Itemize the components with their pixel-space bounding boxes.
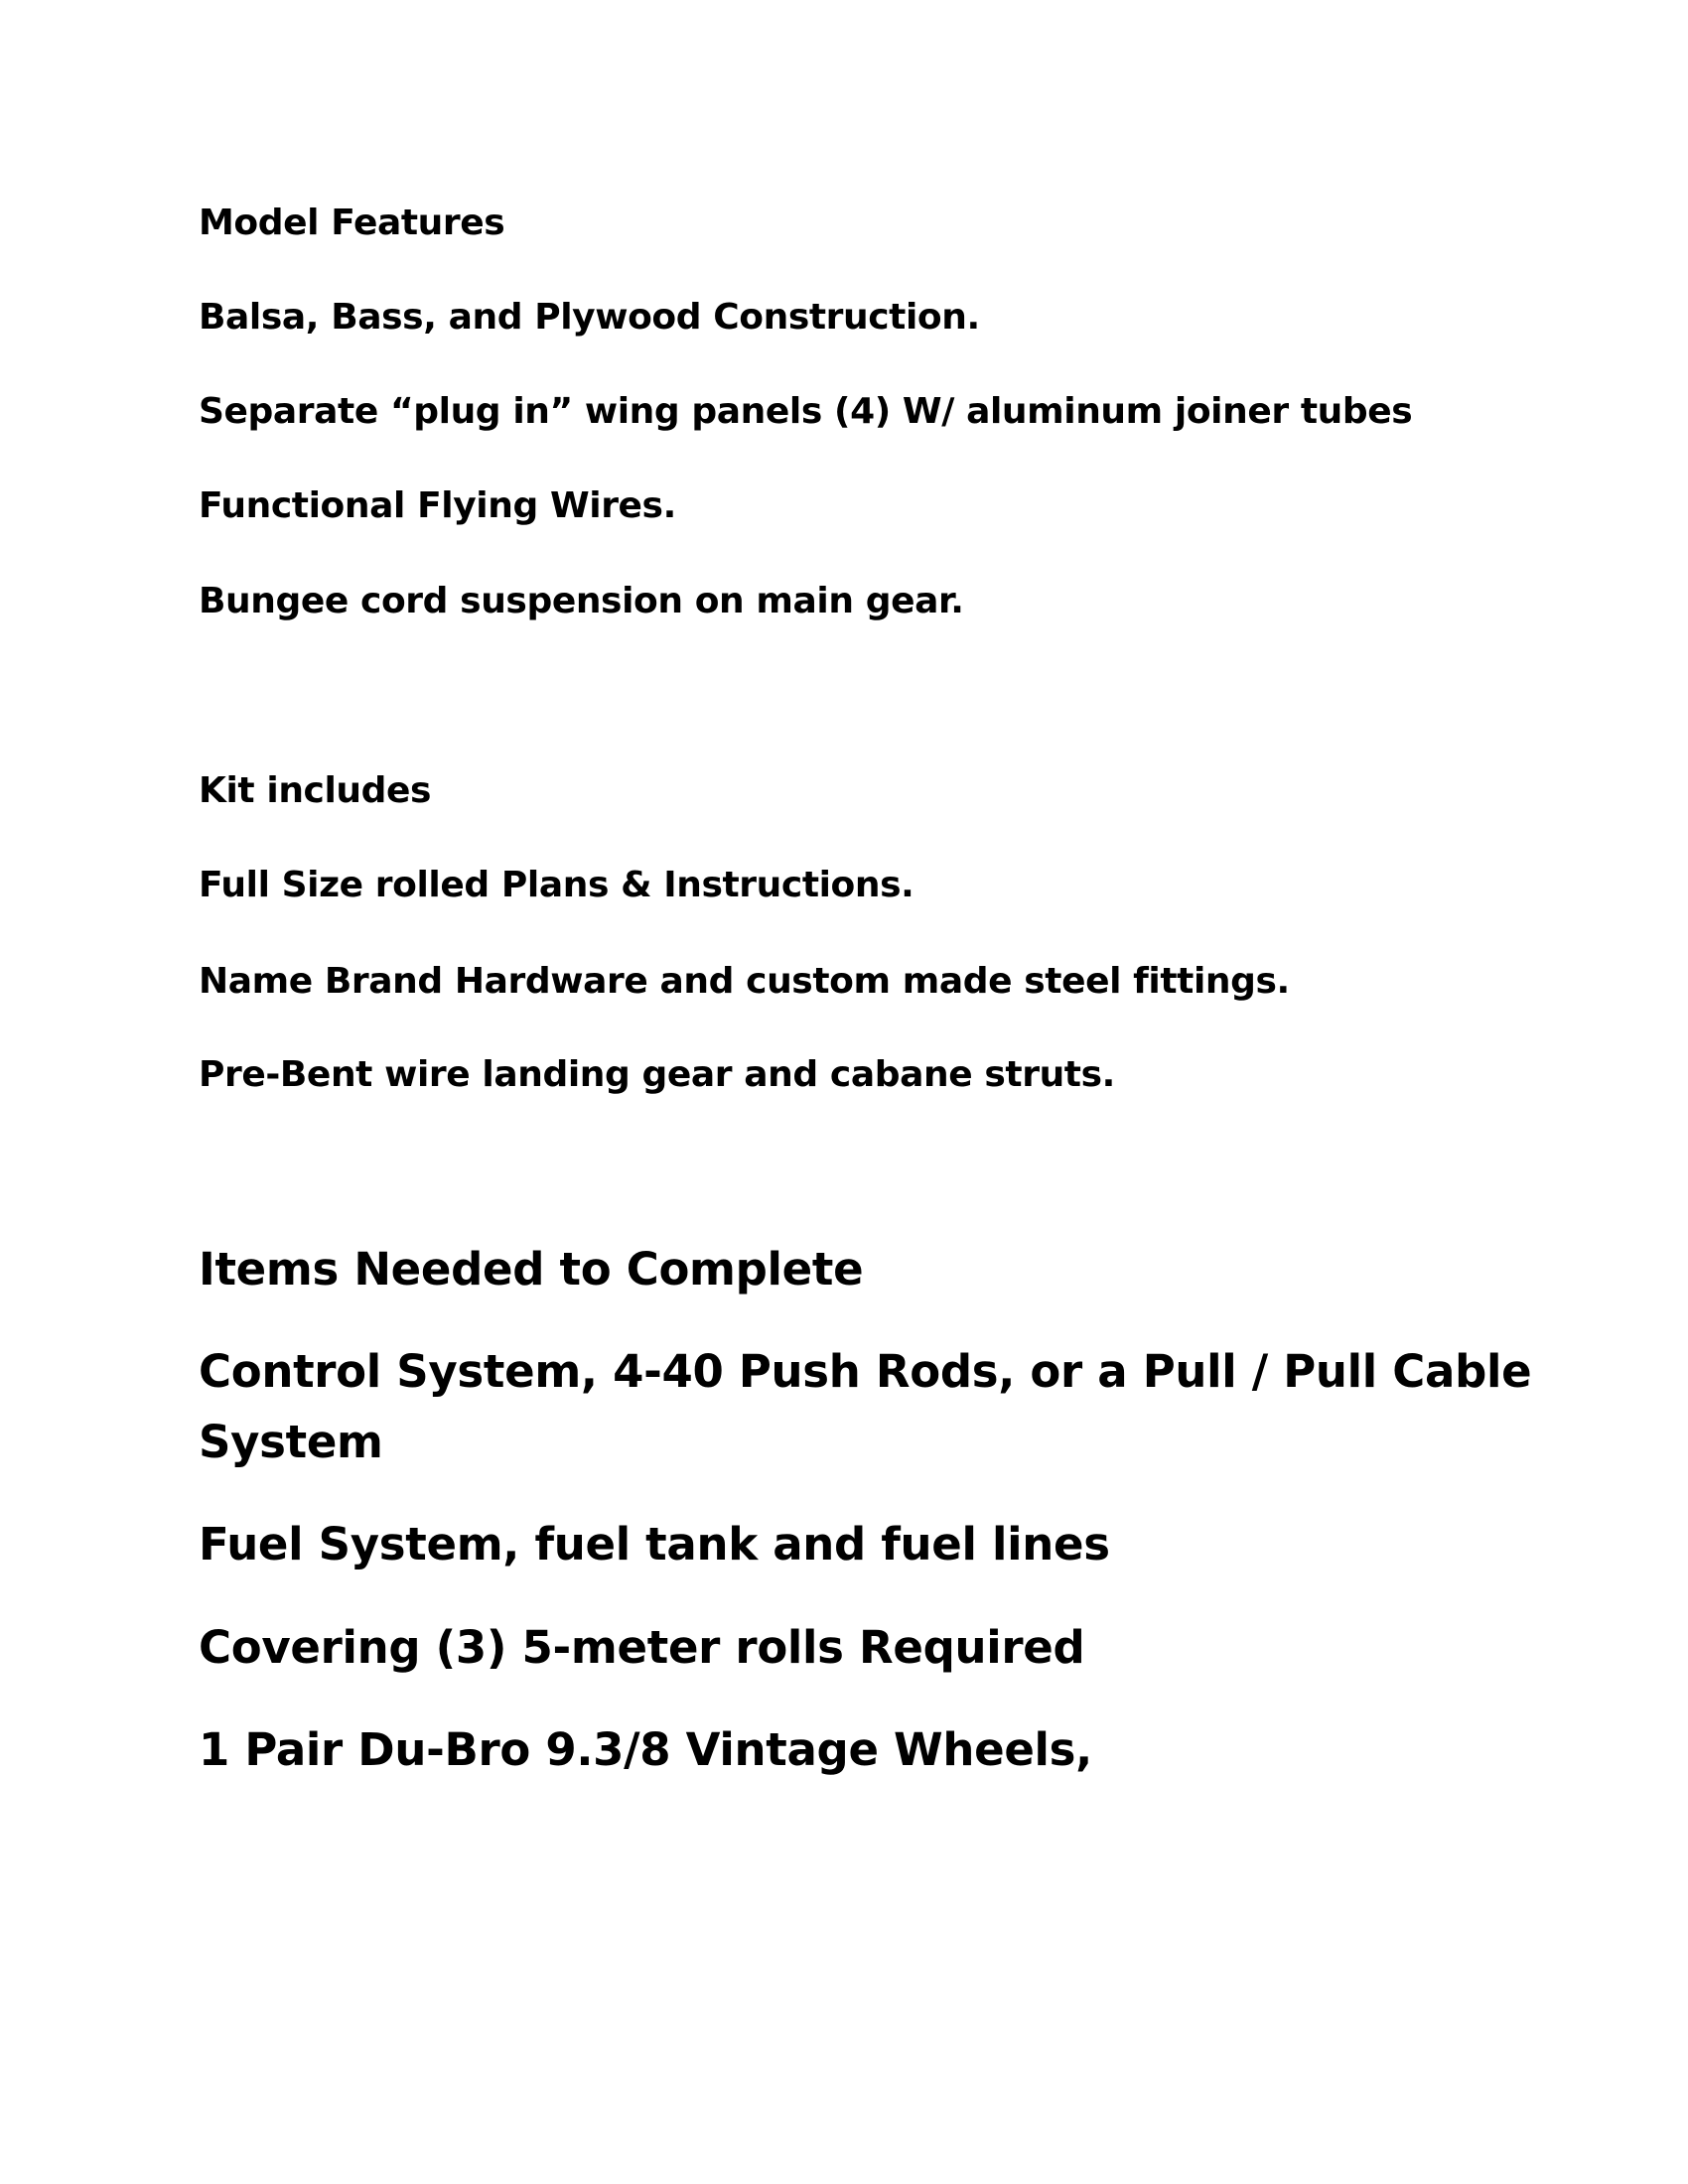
feature-bungee-suspension: Bungee cord suspension on main gear. — [199, 581, 964, 621]
needed-item-fuel-system: Fuel System, fuel tank and fuel lines — [199, 1518, 1110, 1570]
model-features-heading: Model Features — [199, 203, 505, 243]
needed-item-wheels: 1 Pair Du-Bro 9.3/8 Vintage Wheels, — [199, 1723, 1092, 1776]
needed-item-control-system-cont: System — [199, 1416, 383, 1468]
needed-item-covering: Covering (3) 5-meter rolls Required — [199, 1621, 1085, 1674]
kit-item-plans: Full Size rolled Plans & Instructions. — [199, 865, 914, 905]
kit-includes-heading: Kit includes — [199, 770, 432, 811]
kit-item-hardware: Name Brand Hardware and custom made steel fittings. — [199, 961, 1290, 1002]
kit-item-landing-gear: Pre-Bent wire landing gear and cabane struts. — [199, 1054, 1115, 1095]
feature-construction: Balsa, Bass, and Plywood Construction. — [199, 297, 980, 338]
items-needed-heading: Items Needed to Complete — [199, 1243, 864, 1296]
feature-flying-wires: Functional Flying Wires. — [199, 485, 676, 526]
feature-wing-panels: Separate “plug in” wing panels (4) W/ aluminum joiner tubes — [199, 391, 1413, 432]
needed-item-control-system: Control System, 4-40 Push Rods, or a Pull / Pull Cable — [199, 1345, 1532, 1398]
